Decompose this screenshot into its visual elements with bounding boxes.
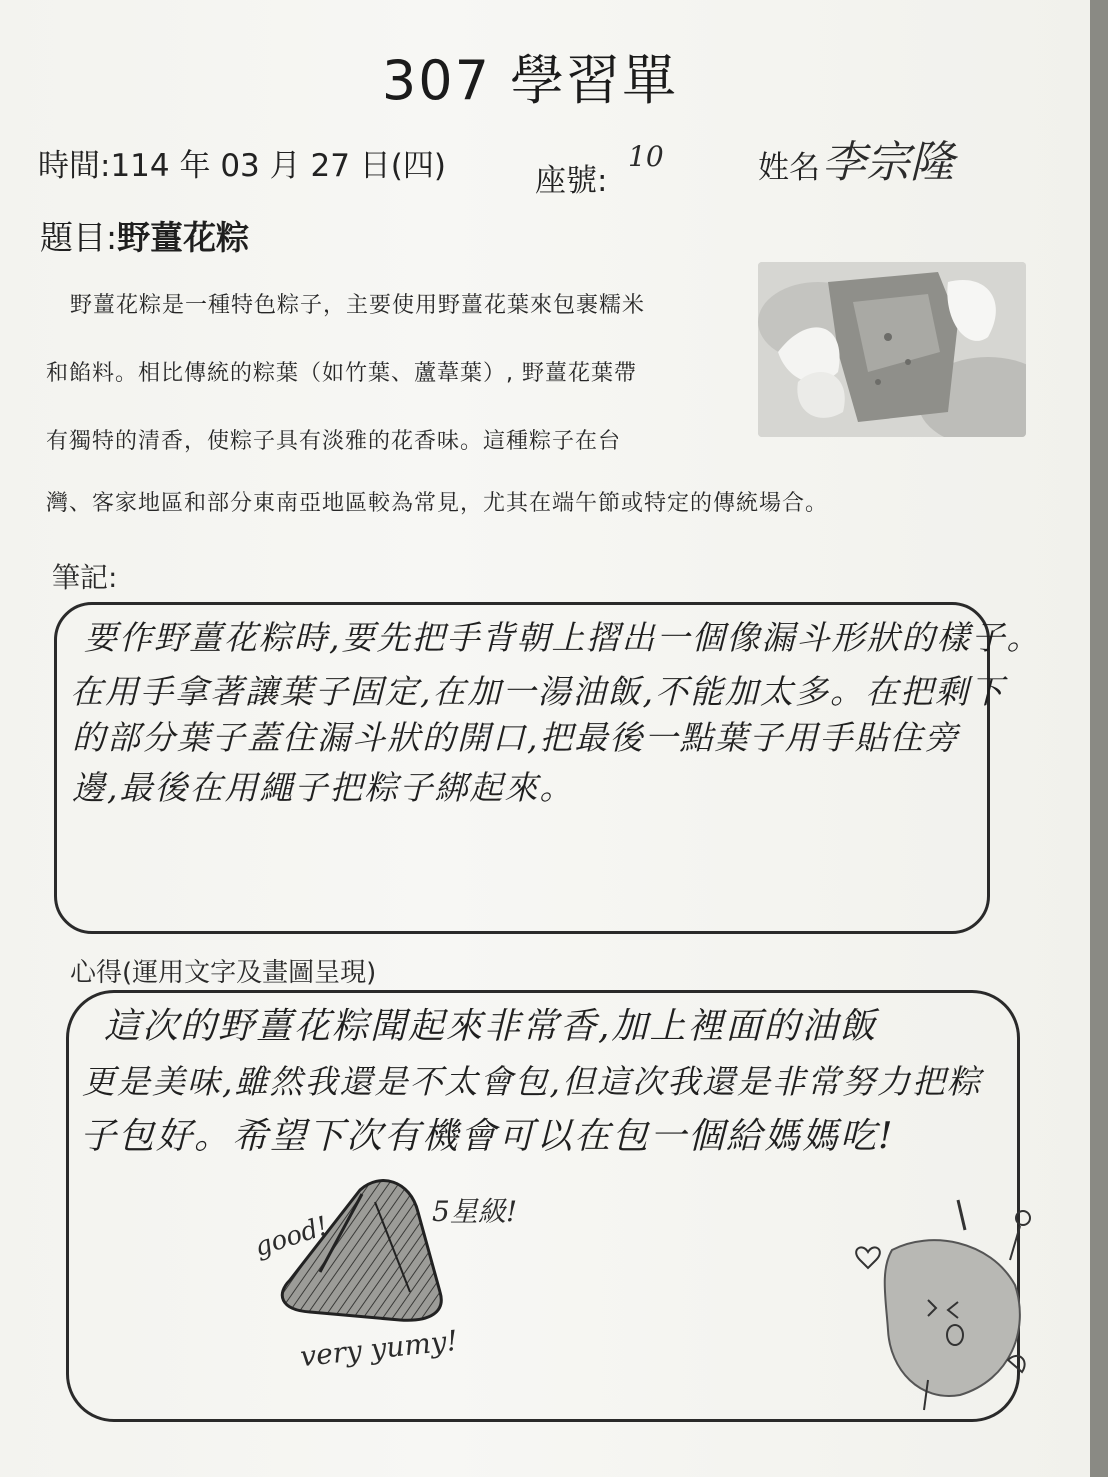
student-name-handwritten: 李宗隆 bbox=[822, 137, 954, 188]
drawing-label-five-star: 5星級! bbox=[432, 1195, 518, 1228]
date-line: 時間:114 年 03 月 27 日(四) bbox=[38, 148, 446, 184]
notes-line: 在用手拿著讓葉子固定,在加一湯油飯,不能加太多。在把剩下 bbox=[70, 672, 1005, 711]
seat-label: 座號: bbox=[535, 163, 608, 199]
notes-line: 邊,最後在用繩子把粽子綁起來。 bbox=[72, 768, 575, 807]
reflection-line: 這次的野薑花粽聞起來非常香,加上裡面的油飯 bbox=[104, 1006, 878, 1047]
reflection-line: 子包好。希望下次有機會可以在包一個給媽媽吃! bbox=[80, 1116, 895, 1157]
zongzi-photo-graphic bbox=[758, 262, 1026, 437]
intro-line: 野薑花粽是一種特色粽子，主要使用野薑花葉來包裹糯米 bbox=[70, 293, 646, 318]
drawing-label-yummy: very yumy! bbox=[298, 1323, 460, 1374]
topic-line bbox=[40, 212, 249, 259]
character-drawing bbox=[840, 1190, 1040, 1420]
ginger-character-sketch bbox=[840, 1190, 1040, 1420]
notes-line: 要作野薑花粽時,要先把手背朝上摺出一個像漏斗形狀的樣子。 bbox=[84, 618, 1042, 657]
name-label: 姓名 bbox=[758, 150, 820, 186]
seat-number-handwritten: 10 bbox=[628, 140, 664, 173]
intro-line: 灣、客家地區和部分東南亞地區較為常見，尤其在端午節或特定的傳統場合。 bbox=[46, 491, 829, 516]
drawing-label-good: good! bbox=[251, 1211, 332, 1263]
reflection-label: 心得(運用文字及畫圖呈現) bbox=[70, 958, 377, 988]
page-title: 307 學習單 bbox=[381, 49, 679, 112]
intro-line: 和餡料。相比傳統的粽葉（如竹葉、蘆葦葉）, 野薑花葉帶 bbox=[46, 361, 637, 386]
intro-line: 有獨特的清香，使粽子具有淡雅的花香味。這種粽子在台 bbox=[46, 429, 622, 454]
topic-label: 題目: bbox=[40, 218, 118, 257]
notes-line: 的部分葉子蓋住漏斗狀的開口,把最後一點葉子用手貼住旁 bbox=[72, 718, 960, 757]
reflection-line: 更是美味,雖然我還是不太會包,但這次我還是非常努力把粽 bbox=[82, 1062, 982, 1101]
zongzi-photo bbox=[758, 262, 1026, 437]
notes-label: 筆記: bbox=[52, 561, 118, 594]
zongzi-drawing bbox=[250, 1172, 550, 1402]
topic-value: 野薑花粽 bbox=[117, 218, 250, 257]
